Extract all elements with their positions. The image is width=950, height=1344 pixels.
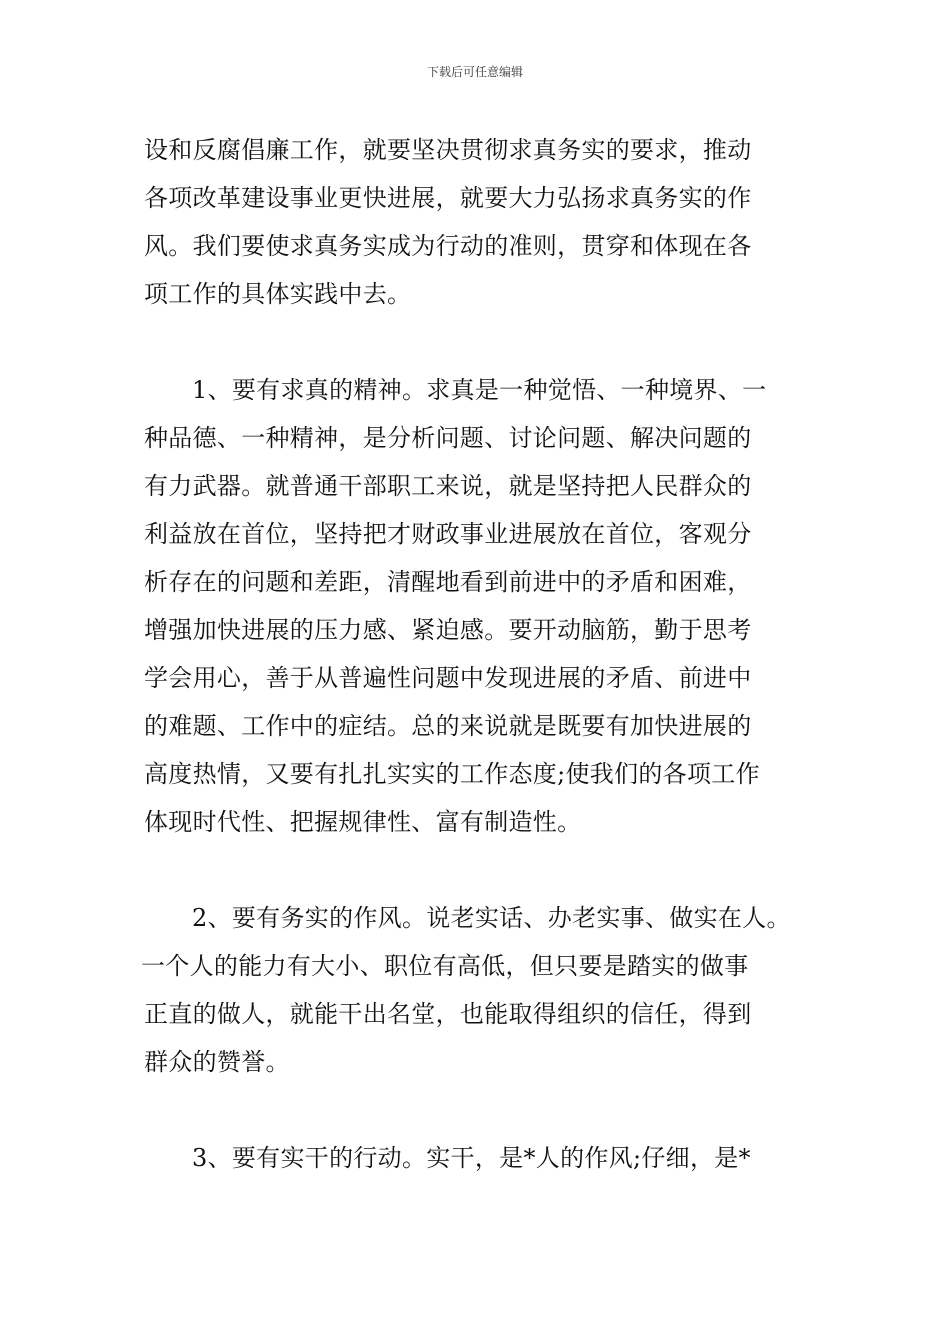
paragraph-intro (144, 126, 824, 318)
page-header: 下载后可任意编辑 (426, 65, 523, 79)
paragraph-spacer (144, 318, 824, 366)
text-line: 设和反腐倡廉工作，就要坚决贯彻求真务实的要求，推动 (144, 136, 752, 164)
paragraph-point-3 (144, 1134, 824, 1182)
text-line: 1、要有求真的精神。求真是一种觉悟、一种境界、一 (192, 376, 767, 404)
text-line: 2、要有务实的作风。说老实话、办老实事、做实在人。 (192, 904, 791, 932)
paragraph-spacer (144, 846, 824, 894)
paragraph-point-2 (141, 894, 824, 1086)
text-line: 3、要有实干的行动。实干，是*人的作风;仔细，是* (192, 1144, 751, 1172)
text-line: 项工作的具体实践中去。 (144, 280, 412, 308)
paragraph-point-1 (144, 366, 824, 846)
text-line: 风。我们要使求真务实成为行动的准则，贯穿和体现在各 (144, 232, 752, 260)
text-line: 群众的赞誉。 (144, 1048, 290, 1076)
text-line: 高度热情，又要有扎扎实实的工作态度;使我们的各项工作 (144, 760, 760, 788)
text-line: 正直的做人，就能干出名堂，也能取得组织的信任，得到 (144, 1000, 752, 1028)
text-line: 析存在的问题和差距，清醒地看到前进中的矛盾和困难， (144, 568, 752, 596)
text-line: 各项改革建设事业更快进展，就要大力弘扬求真务实的作 (144, 184, 752, 212)
text-line: 的难题、工作中的症结。总的来说就是既要有加快进展的 (144, 712, 752, 740)
document-body (141, 126, 824, 1182)
text-line: 种品德、一种精神，是分析问题、讨论问题、解决问题的 (144, 424, 752, 452)
text-line: 学会用心，善于从普遍性问题中发现进展的矛盾、前进中 (144, 664, 752, 692)
paragraph-spacer (144, 1086, 824, 1134)
text-line: 一个人的能力有大小、职位有高低，但只要是踏实的做事 (141, 952, 749, 980)
text-line: 增强加快进展的压力感、紧迫感。要开动脑筋，勤于思考 (144, 616, 752, 644)
text-line: 有力武器。就普通干部职工来说，就是坚持把人民群众的 (144, 472, 752, 500)
text-line: 体现时代性、把握规律性、富有制造性。 (144, 808, 582, 836)
text-line: 利益放在首位，坚持把才财政事业进展放在首位，客观分 (144, 520, 752, 548)
